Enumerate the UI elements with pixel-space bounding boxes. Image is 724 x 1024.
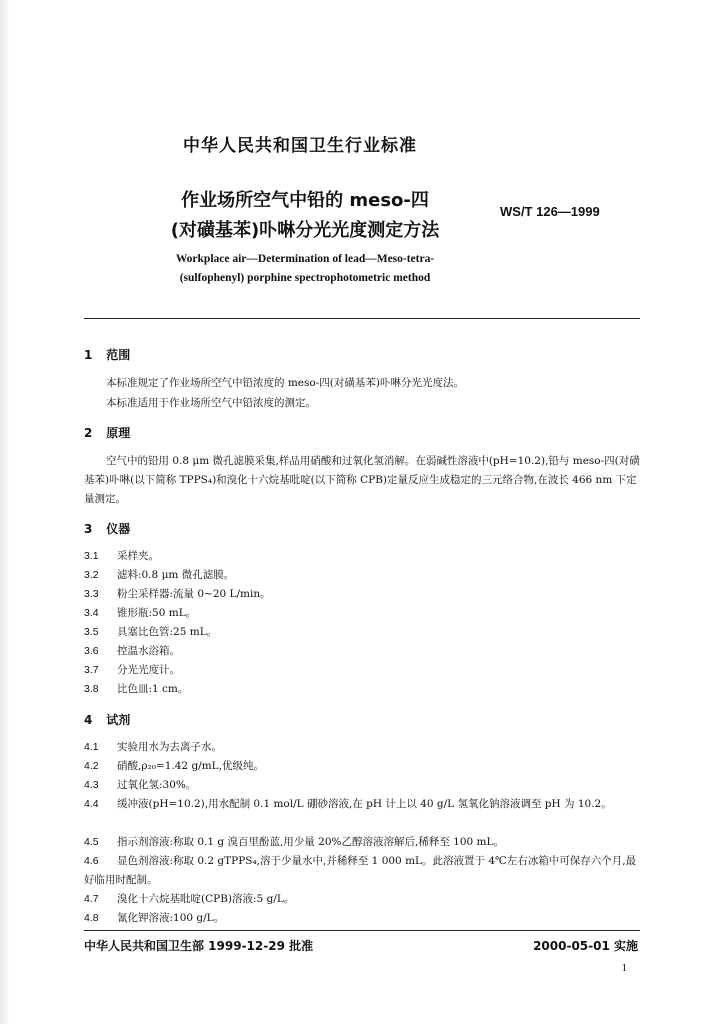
section-2-para-1: 空气中的铅用 0.8 μm 微孔滤膜采集,样品用硝酸和过氧化氢消解。在弱碱性溶液中(pH=10.2),铅与 meso-四(对磺基苯)卟啉(以下简称 TPPS₄)和溴化十六烷基吡啶(以下简称 CPB)定量反应生成稳定的三元络合物,在波长 466 nm 下定量测定。 — [84, 455, 640, 505]
list-item: 3.1 采样夹。 — [84, 550, 159, 562]
list-item: 3.2 滤料:0.8 μm 微孔滤膜。 — [84, 569, 235, 581]
title-en-line2: (sulfophenyl) porphine spectrophotometric method — [179, 272, 431, 284]
section-1-para-2: 本标准适用于作业场所空气中铅浓度的测定。 — [106, 397, 316, 409]
list-item: 3.5 具塞比色管:25 mL。 — [84, 626, 218, 638]
title-cn-line2: (对磺基苯)卟啉分光光度测定方法 — [170, 220, 440, 241]
list-item: 4.3 过氧化氢:30%。 — [84, 779, 197, 791]
list-item: 3.8 比色皿:1 cm。 — [84, 683, 189, 695]
section-1-heading — [84, 346, 130, 363]
section-number: 3 — [84, 522, 93, 536]
section-number: 4 — [84, 713, 93, 727]
section-3-heading — [84, 520, 130, 537]
section-title: 试剂 — [106, 713, 131, 727]
list-item: 4.7 溴化十六烷基吡啶(CPB)溶液:5 g/L。 — [84, 893, 295, 905]
standard-organization: 中华人民共和国卫生行业标准 — [183, 136, 417, 156]
section-number: 1 — [84, 348, 93, 362]
list-item: 4.6 显色剂溶液:称取 0.2 gTPPS₄,溶于少量水中,并稀释至 1 000 mL。此溶液置于 4℃左右冰箱中可保存六个月,最好临用时配制。 — [84, 855, 637, 886]
list-item: 4.5 指示剂溶液:称取 0.1 g 溴百里酚蓝,用少量 20%乙醇溶液溶解后,稀释至 100 mL。 — [84, 836, 504, 848]
section-title: 仪器 — [106, 522, 131, 536]
list-item: 4.2 硝酸,ρ₂₀=1.42 g/mL,优级纯。 — [84, 760, 264, 772]
title-en-line1: Workplace air—Determination of lead—Meso-tetra- — [175, 253, 435, 265]
list-item: 4.4 缓冲液(pH=10.2),用水配制 0.1 mol/L 硼砂溶液,在 pH 计上以 40 g/L 氢氧化钠溶液调至 pH 为 10.2。 — [84, 798, 612, 810]
section-1-para-1: 本标准规定了作业场所空气中铅浓度的 meso-四(对磺基苯)卟啉分光光度法。 — [106, 377, 464, 389]
footer-divider — [84, 930, 640, 931]
approval-note: 中华人民共和国卫生部 1999-12-29 批准 — [84, 939, 314, 953]
list-item: 3.6 控温水浴箱。 — [84, 645, 180, 657]
section-4-heading — [84, 711, 130, 728]
list-item: 4.1 实验用水为去离子水。 — [84, 741, 222, 753]
section-title: 原理 — [106, 426, 131, 440]
implementation-date: 2000-05-01 实施 — [533, 939, 638, 953]
header-divider — [84, 318, 640, 319]
standard-code: WS/T 126—1999 — [500, 204, 600, 219]
section-2-heading — [84, 424, 130, 441]
list-item: 4.8 氰化钾溶液:100 g/L。 — [84, 912, 225, 924]
list-item: 3.3 粉尘采样器:流量 0~20 L/min。 — [84, 588, 271, 600]
list-item: 3.4 锥形瓶:50 mL。 — [84, 607, 197, 619]
section-title: 范围 — [106, 348, 131, 362]
list-item: 3.7 分光光度计。 — [84, 664, 180, 676]
section-number: 2 — [84, 426, 93, 440]
title-cn-line1: 作业场所空气中铅的 meso-四 — [181, 190, 429, 211]
page-number: 1 — [621, 962, 627, 974]
